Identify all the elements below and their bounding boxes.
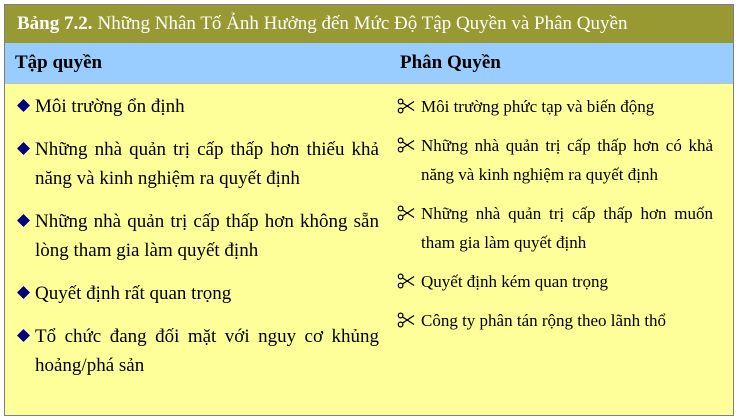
table-title-bar xyxy=(5,5,733,43)
list-item xyxy=(17,92,379,121)
column-header-centralization: Tập quyền xyxy=(15,52,103,73)
list-item-text: Môi trường ổn định xyxy=(35,96,185,117)
list-item xyxy=(17,135,379,193)
list-item-text: Công ty phân tán rộng theo lãnh thổ xyxy=(421,311,667,330)
table-number: Bảng 7.2. xyxy=(17,13,93,34)
list-item-text: Quyết định kém quan trọng xyxy=(421,272,608,291)
table-title: Những Nhân Tố Ảnh Hưởng đến Mức Độ Tập Quyền và Phân Quyền xyxy=(97,13,628,34)
list-item xyxy=(397,131,713,189)
decentralization-column xyxy=(379,84,733,394)
list-item-text: Những nhà quản trị cấp thấp hơn thiếu khả năng và kinh nghiệm ra quyết định xyxy=(35,139,379,189)
centralization-column xyxy=(5,84,379,394)
list-item xyxy=(397,267,713,296)
diamond-icon xyxy=(17,99,30,112)
scissors-icon xyxy=(397,272,415,290)
list-item-text: Quyết định rất quan trọng xyxy=(35,283,232,304)
scissors-icon xyxy=(397,97,415,115)
factors-table xyxy=(4,4,734,416)
list-item xyxy=(17,322,379,380)
diamond-icon xyxy=(17,286,30,299)
column-header-row xyxy=(5,43,733,84)
column-header-decentralization: Phân Quyền xyxy=(400,52,501,73)
scissors-icon xyxy=(397,311,415,329)
list-item-text: Những nhà quản trị cấp thấp hơn muốn tham gia làm quyết định xyxy=(421,204,713,252)
diamond-icon xyxy=(17,142,30,155)
list-item xyxy=(397,199,713,257)
list-item xyxy=(397,92,713,121)
list-item xyxy=(17,207,379,265)
list-item-text: Những nhà quản trị cấp thấp hơn không sẵn lòng tham gia làm quyết định xyxy=(35,211,379,261)
scissors-icon xyxy=(397,136,415,154)
list-item xyxy=(397,306,713,335)
list-item-text: Môi trường phức tạp và biến động xyxy=(421,97,655,116)
diamond-icon xyxy=(17,329,30,342)
list-item-text: Những nhà quản trị cấp thấp hơn có khả năng và kinh nghiệm ra quyết định xyxy=(421,136,713,184)
table-body xyxy=(5,84,733,394)
list-item xyxy=(17,279,379,308)
list-item-text: Tổ chức đang đối mặt với nguy cơ khủng hoảng/phá sản xyxy=(35,326,379,376)
diamond-icon xyxy=(17,214,30,227)
scissors-icon xyxy=(397,204,415,222)
